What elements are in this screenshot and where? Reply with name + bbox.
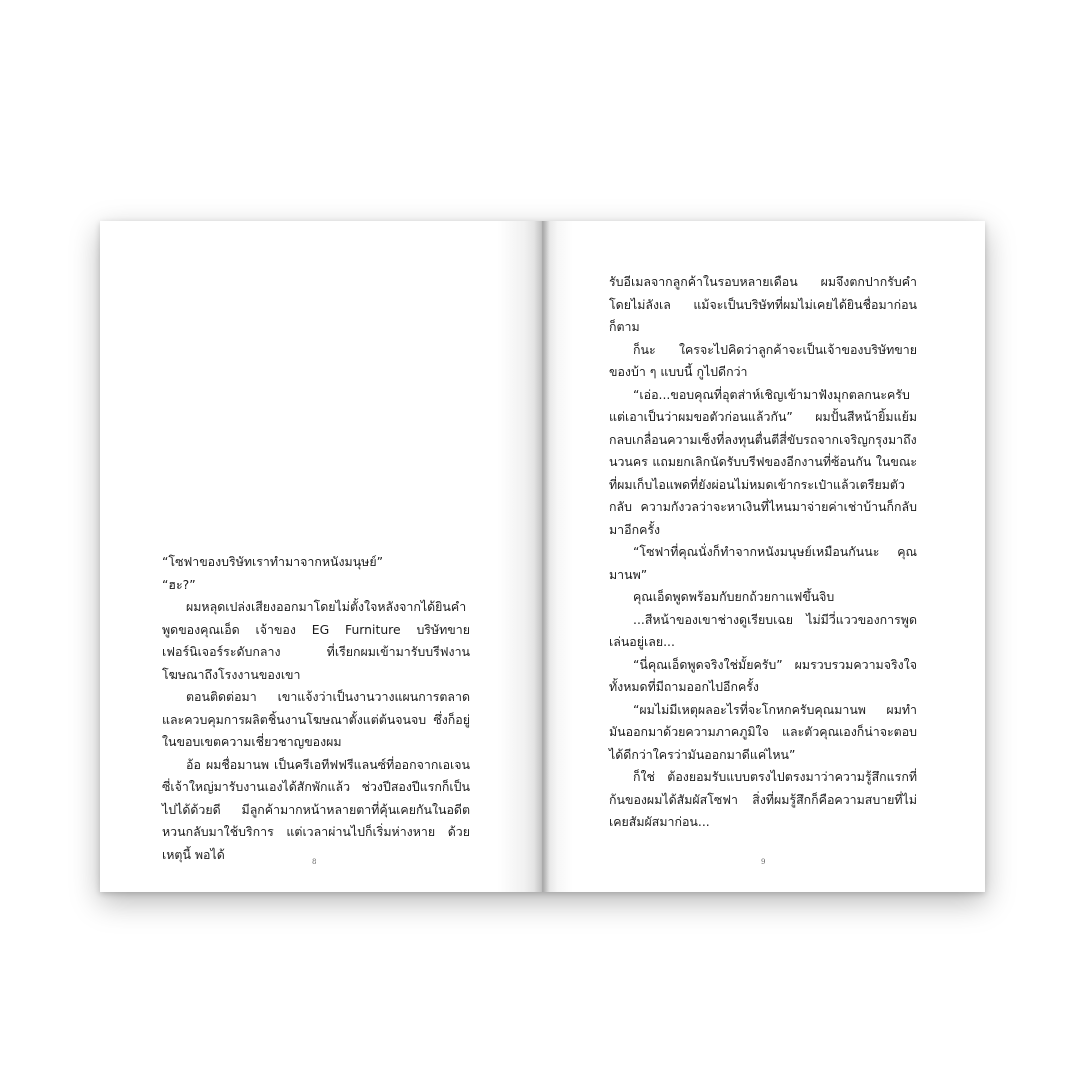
paragraph: ก็นะ ใครจะไปคิดว่าลูกค้าจะเป็นเจ้าของบริษัทขายของบ้า ๆ แบบนี้ กูไปดีกว่า	[609, 341, 917, 379]
page-number-left: 8	[312, 858, 317, 866]
paragraph: “ผมไม่มีเหตุผลอะไรที่จะโกหกครับคุณมานพ ผมทำมันออกมาด้วยความภาคภูมิใจ และตัวคุณเองก็น่าจะตอบได้ดีกว่าใครว่ามันออกมาดีแค่ไหน”	[609, 701, 917, 762]
page-number-right: 9	[761, 858, 766, 866]
paragraph: คุณเอ็ดพูดพร้อมกับยกถ้วยกาแฟขึ้นจิบ	[633, 589, 835, 604]
left-page	[100, 221, 542, 892]
paragraph: “ฮะ?”	[162, 576, 196, 592]
paragraph: ก็ใช่ ต้องยอมรับแบบตรงไปตรงมาว่าความรู้สึกแรกที่ก้นของผมได้สัมผัสโซฟา สิ่งที่ผมรู้สึกก็คือความสบายที่ไม่เคยสัมผัสมาก่อน...	[609, 769, 917, 829]
paragraph: อ้อ ผมชื่อมานพ เป็นครีเอทีฟฟรีแลนซ์ที่ออกจากเอเจนซี่เจ้าใหญ่มารับงานเองได้สักพักแล้ว ช่วงปีสองปีแรกก็เป็นไปได้ด้วยดี มีลูกค้ามากหน้าหลายตาที่คุ้นเคยกันในอดีตหวนกลับมาใช้บริการ แต่เวลาผ่านไปก็เริ่มห่างหาย ด้วยเหตุนี้ พอได้	[162, 756, 470, 862]
right-page-text	[609, 271, 917, 834]
paragraph: ผมหลุดเปล่งเสียงออกมาโดยไม่ตั้งใจหลังจากได้ยินคำพูดของคุณเอ็ด เจ้าของ EG Furniture บริษัทขายเฟอร์นิเจอร์ระดับกลาง ที่เรียกผมเข้ามารับบรีฟงานโฆษณาถึงโรงงานของเขา	[162, 599, 470, 682]
left-page-text	[162, 551, 470, 866]
paragraph: “โซฟาที่คุณนั่งก็ทำจากหนังมนุษย์เหมือนกันนะ คุณมานพ”	[609, 544, 917, 582]
paragraph: “นี่คุณเอ็ดพูดจริงใช่มั้ยครับ” ผมรวบรวมความจริงใจทั้งหมดที่มีถามออกไปอีกครั้ง	[609, 656, 917, 694]
paragraph: “โซฟาของบริษัทเราทำมาจากหนังมนุษย์”	[162, 554, 384, 569]
right-page	[542, 221, 985, 892]
open-book	[100, 221, 985, 892]
book-spine-gutter	[534, 221, 550, 892]
paragraph: รับอีเมลจากลูกค้าในรอบหลายเดือน ผมจึงตกปากรับคำโดยไม่ลังเล แม้จะเป็นบริษัทที่ผมไม่เคยได้ยินชื่อมาก่อนก็ตาม	[609, 274, 917, 334]
paragraph: ตอนติดต่อมา เขาแจ้งว่าเป็นงานวางแผนการตลาดและควบคุมการผลิตชิ้นงานโฆษณาตั้งแต่ต้นจนจบ ซึ่งก็อยู่ในขอบเขตความเชี่ยวชาญของผม	[162, 689, 470, 749]
paragraph: “เอ่อ...ขอบคุณที่อุตส่าห์เชิญเข้ามาฟังมุกตลกนะครับ แต่เอาเป็นว่าผมขอตัวก่อนแล้วกัน” ผมปั้นสีหน้ายิ้มแย้มกลบเกลื่อนความเซ็งที่ลงทุนตื่นตีสี่ขับรถจากเจริญกรุงมาถึงนวนคร แถมยกเลิกนัดรับบรีฟของอีกงานที่ซ้อนกัน ในขณะที่ผมเก็บไอแพดที่ยังผ่อนไม่หมดเข้ากระเป๋าแล้วเตรียมตัวกลับ ความกังวลว่าจะหาเงินที่ไหนมาจ่ายค่าเช่าบ้านก็กลับมาอีกครั้ง	[609, 386, 917, 537]
paragraph: ...สีหน้าของเขาช่างดูเรียบเฉย ไม่มีวี่แววของการพูดเล่นอยู่เลย...	[609, 611, 917, 649]
